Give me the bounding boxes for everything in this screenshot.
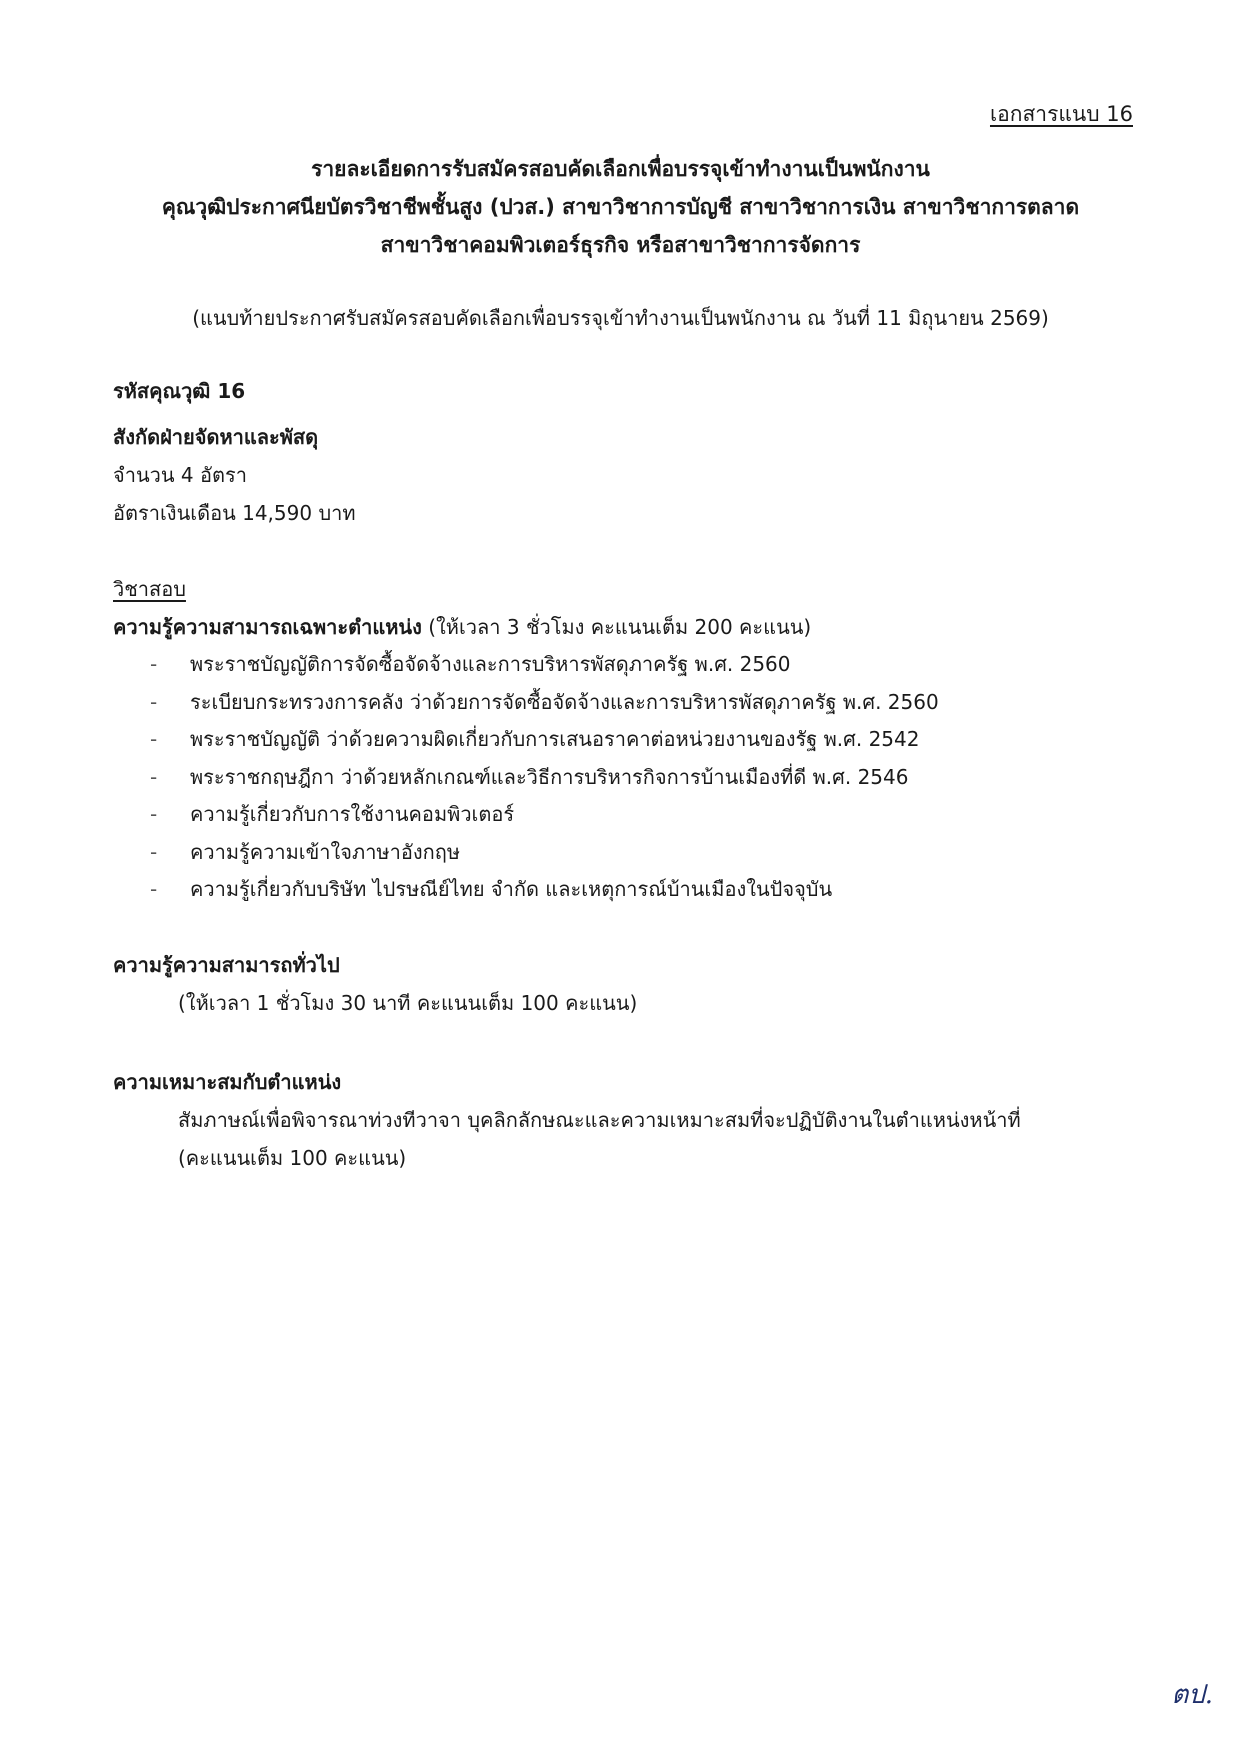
list-item <box>113 684 1143 722</box>
attachment-label: เอกสารแนบ 16 <box>989 102 1133 126</box>
exam-heading: วิชาสอบ <box>113 577 186 601</box>
dash-bullet: - <box>150 764 158 789</box>
specific-knowledge-heading: ความรู้ความสามารถเฉพาะตำแหน่ง <box>113 615 422 639</box>
positions-count: จำนวน 4 อัตรา <box>113 463 247 487</box>
list-item <box>113 759 1143 797</box>
title-line-1: รายละเอียดการรับสมัครสอบคัดเลือกเพื่อบรรจุเข้าทำงานเป็นพนักงาน <box>311 157 930 181</box>
suitability-heading: ความเหมาะสมกับตำแหน่ง <box>113 1070 342 1094</box>
list-item <box>113 834 1143 872</box>
document-subtitle: (แนบท้ายประกาศรับสมัครสอบคัดเลือกเพื่อบรรจุเข้าทำงานเป็นพนักงาน ณ วันที่ 11 มิถุนายน 2569) <box>192 306 1049 330</box>
suitability-line-1: สัมภาษณ์เพื่อพิจารณาท่วงทีวาจา บุคลิกลักษณะและความเหมาะสมที่จะปฏิบัติงานในตำแหน่งหน้าที่ <box>178 1108 1021 1132</box>
qualification-code: รหัสคุณวุฒิ 16 <box>113 379 246 403</box>
department-name: สังกัดฝ่ายจัดหาและพัสดุ <box>113 425 319 449</box>
dash-bullet: - <box>150 689 158 714</box>
dash-bullet: - <box>150 652 158 676</box>
suitability-section <box>113 1063 1143 1177</box>
list-item <box>113 721 1143 759</box>
list-item-text: ระเบียบกระทรวงการคลัง ว่าด้วยการจัดซื้อจัดจ้างและการบริหารพัสดุภาครัฐ พ.ศ. 2560 <box>190 689 939 714</box>
general-knowledge-note: (ให้เวลา 1 ชั่วโมง 30 นาที คะแนนเต็ม 100 คะแนน) <box>178 991 638 1015</box>
dash-bullet: - <box>150 802 158 826</box>
list-item <box>113 646 1143 684</box>
list-item-text: พระราชกฤษฎีกา ว่าด้วยหลักเกณฑ์และวิธีการบริหารกิจการบ้านเมืองที่ดี พ.ศ. 2546 <box>190 764 909 789</box>
list-item-text: ความรู้เกี่ยวกับบริษัท ไปรษณีย์ไทย จำกัด และเหตุการณ์บ้านเมืองในปัจจุบัน <box>190 877 833 901</box>
general-knowledge-heading: ความรู้ความสามารถทั่วไป <box>113 953 340 977</box>
list-item-text: ความรู้ความเข้าใจภาษาอังกฤษ <box>190 839 461 864</box>
general-knowledge-section <box>113 946 1143 1022</box>
handwritten-initials: ตป. <box>1171 1680 1213 1710</box>
suitability-line-2: (คะแนนเต็ม 100 คะแนน) <box>178 1146 407 1170</box>
dash-bullet: - <box>150 877 158 901</box>
dash-bullet: - <box>150 839 158 864</box>
title-line-3: สาขาวิชาคอมพิวเตอร์ธุรกิจ หรือสาขาวิชาการจัดการ <box>380 233 861 257</box>
document-title <box>80 150 1161 264</box>
title-line-2: คุณวุฒิประกาศนียบัตรวิชาชีพชั้นสูง (ปวส.) สาขาวิชาการบัญชี สาขาวิชาการเงิน สาขาวิชาการตลาด <box>161 195 1080 219</box>
specific-knowledge-list <box>113 646 1143 909</box>
salary-rate: อัตราเงินเดือน 14,590 บาท <box>113 501 356 525</box>
qualification-section <box>113 372 1143 410</box>
list-item <box>113 796 1143 834</box>
list-item-text: พระราชบัญญัติ ว่าด้วยความผิดเกี่ยวกับการเสนอราคาต่อหน่วยงานของรัฐ พ.ศ. 2542 <box>190 727 920 751</box>
department-section <box>113 418 1143 532</box>
specific-knowledge-note: (ให้เวลา 3 ชั่วโมง คะแนนเต็ม 200 คะแนน) <box>421 615 812 639</box>
list-item-text: ความรู้เกี่ยวกับการใช้งานคอมพิวเตอร์ <box>190 802 515 826</box>
list-item-text: พระราชบัญญัติการจัดซื้อจัดจ้างและการบริหารพัสดุภาครัฐ พ.ศ. 2560 <box>190 652 791 676</box>
list-item <box>113 871 1143 909</box>
specific-knowledge-heading-row <box>113 608 1143 646</box>
dash-bullet: - <box>150 727 158 751</box>
exam-section <box>113 570 1143 909</box>
